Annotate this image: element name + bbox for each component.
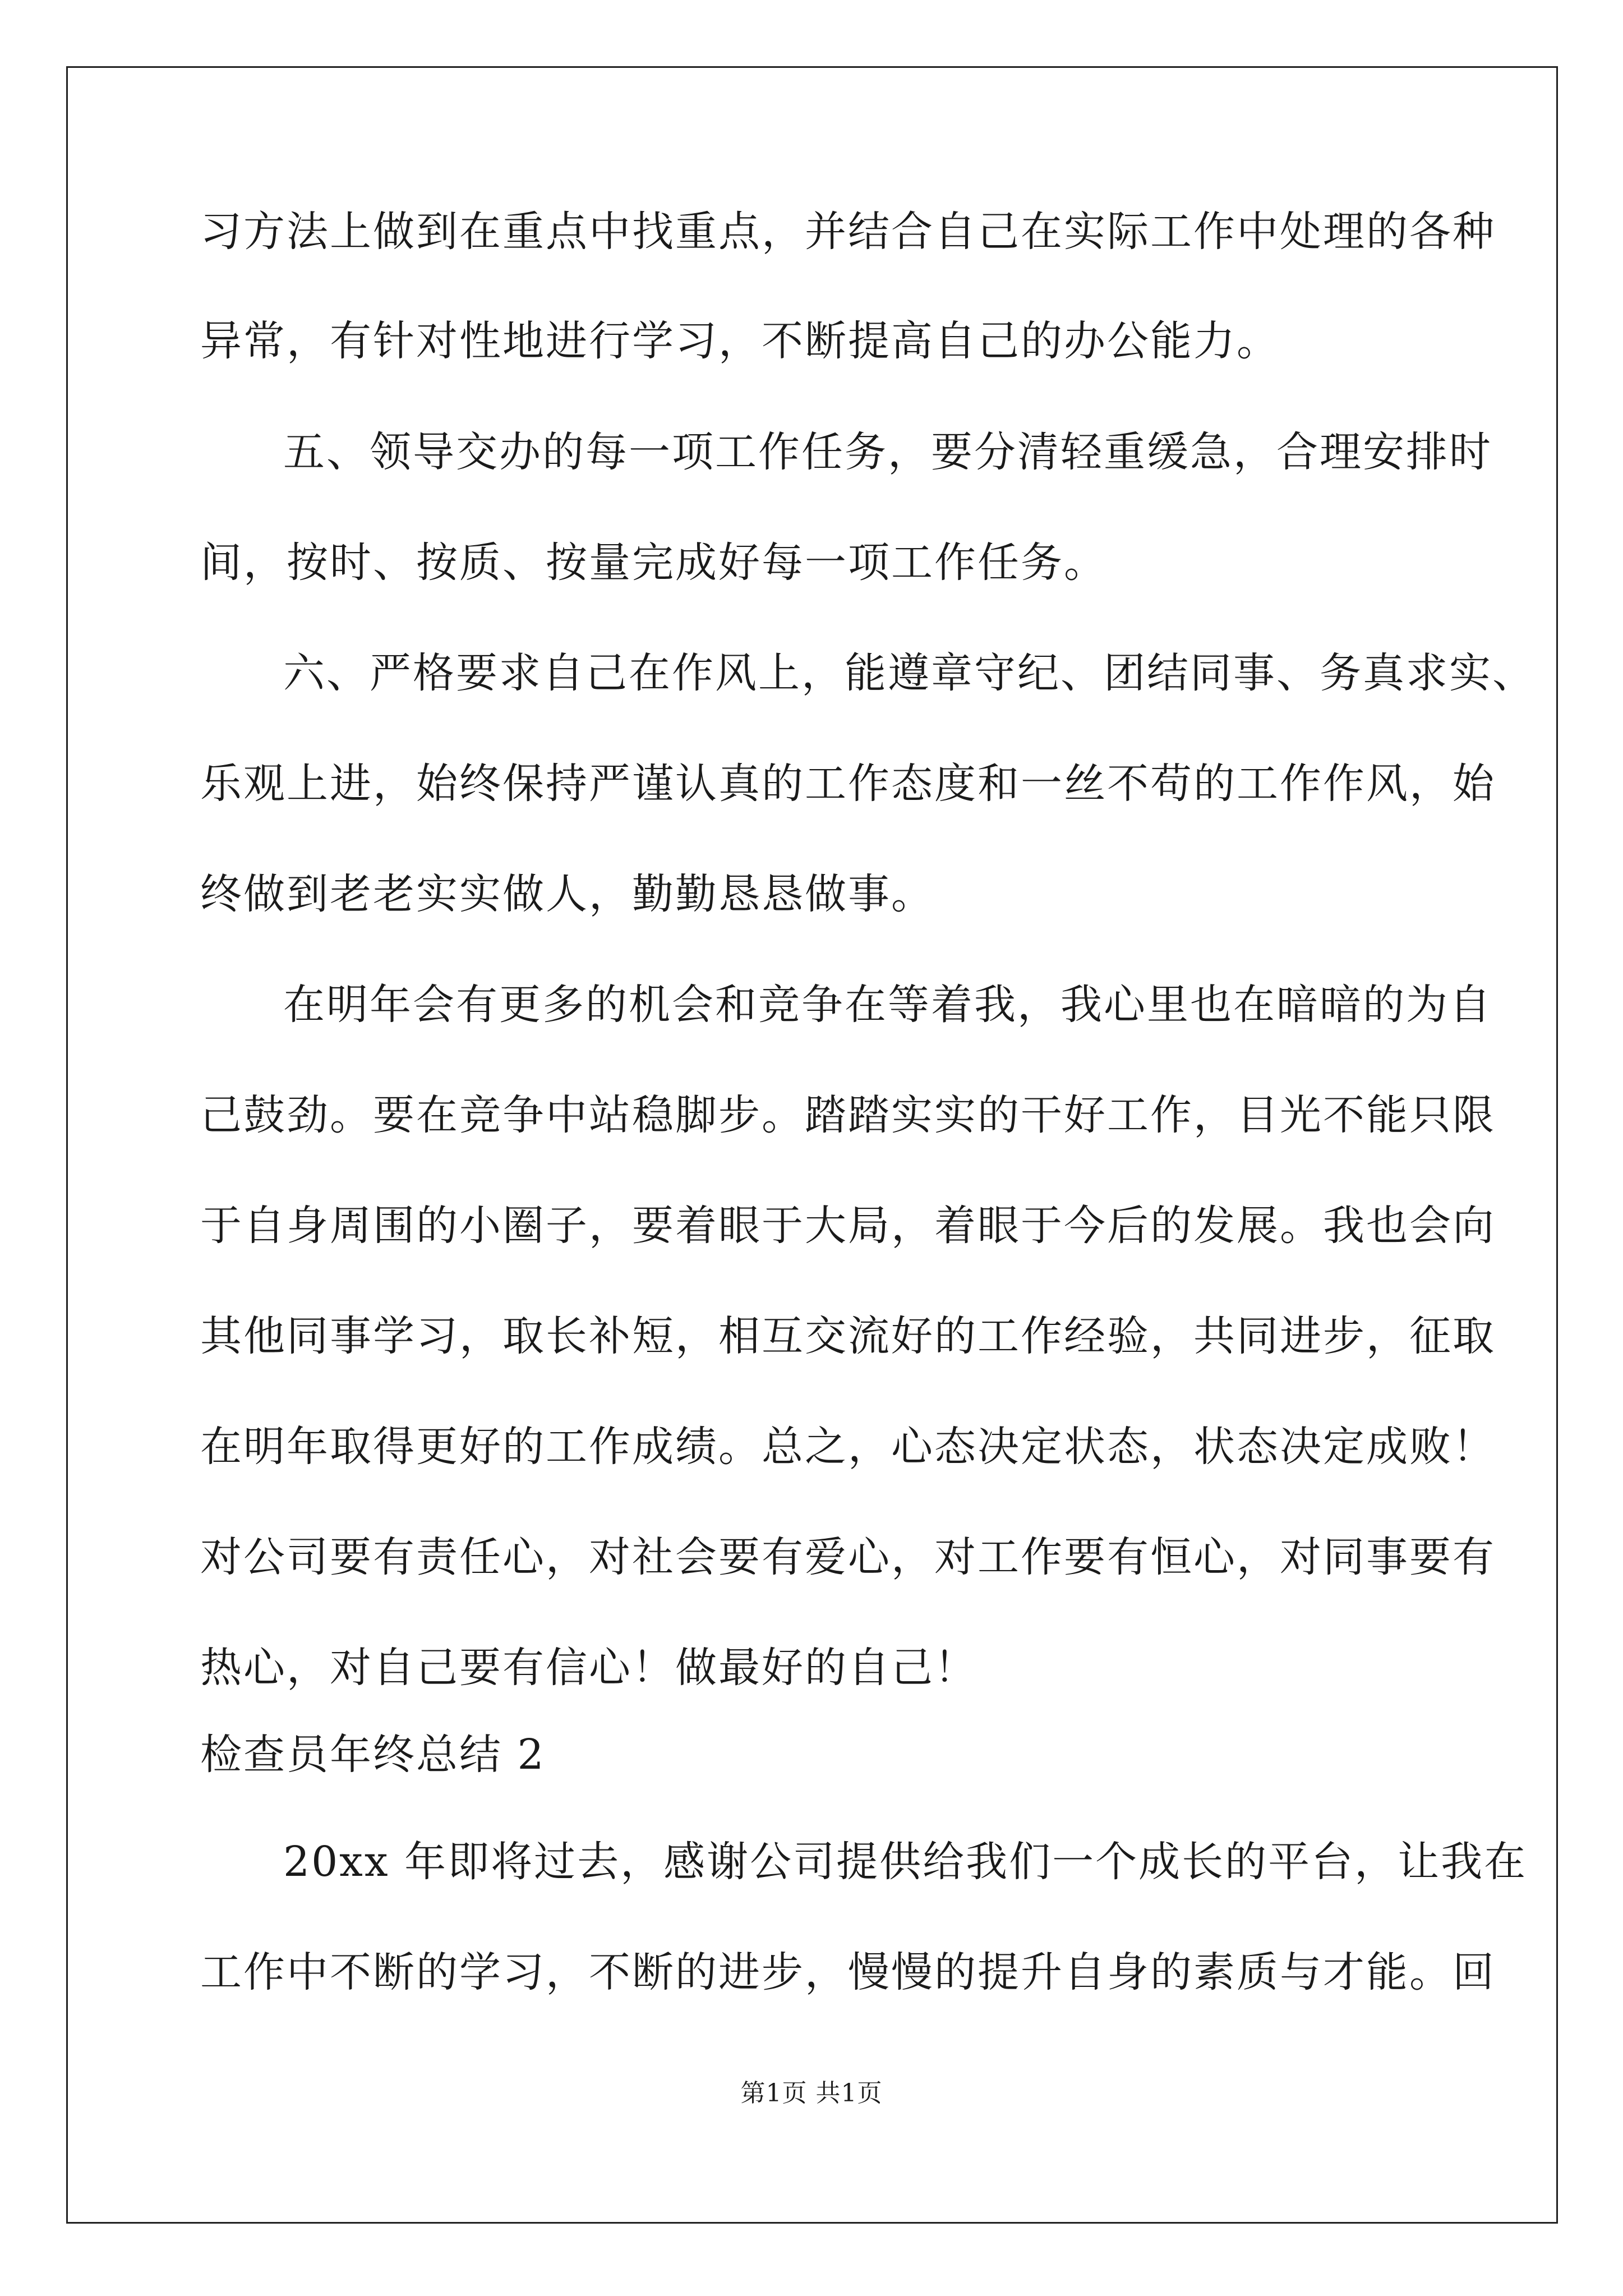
text-line: 异常，有针对性地进行学习，不断提高自己的办公能力。 [200,317,1280,365]
page-border [66,66,1558,2224]
text-line: 习方法上做到在重点中找重点，并结合自己在实际工作中处理的各种 [200,208,1496,256]
text-line: 己鼓劲。要在竞争中站稳脚步。踏踏实实的干好工作，目光不能只限 [200,1091,1496,1139]
text-line: 对公司要有责任心，对社会要有爱心，对工作要有恒心，对同事要有 [200,1533,1496,1581]
text-line: 20xx 年即将过去，感谢公司提供给我们一个成长的平台，让我在 [283,1838,1528,1886]
text-line: 热心，对自己要有信心！做最好的自己！ [200,1644,978,1692]
text-line: 在明年会有更多的机会和竞争在等着我，我心里也在暗暗的为自 [283,981,1492,1029]
page-footer: 第1页 共1页 [740,2079,883,2108]
text-line: 六、严格要求自己在作风上，能遵章守纪、团结同事、务真求实、 [283,649,1536,697]
section-heading: 检查员年终总结 2 [200,1731,546,1779]
text-line: 终做到老老实实做人，勤勤恳恳做事。 [200,870,934,918]
text-line: 乐观上进，始终保持严谨认真的工作态度和一丝不苟的工作作风，始 [200,760,1496,808]
text-line: 在明年取得更好的工作成绩。总之，心态决定状态，状态决定成败！ [200,1423,1496,1471]
text-line: 于自身周围的小圈子，要着眼于大局，着眼于今后的发展。我也会向 [200,1202,1496,1250]
text-line: 间，按时、按质、按量完成好每一项工作任务。 [200,539,1107,587]
text-line: 其他同事学习，取长补短，相互交流好的工作经验，共同进步，征取 [200,1312,1496,1360]
text-line: 工作中不断的学习，不断的进步，慢慢的提升自身的素质与才能。回 [200,1948,1496,1996]
text-line: 五、领导交办的每一项工作任务，要分清轻重缓急，合理安排时 [283,428,1492,476]
